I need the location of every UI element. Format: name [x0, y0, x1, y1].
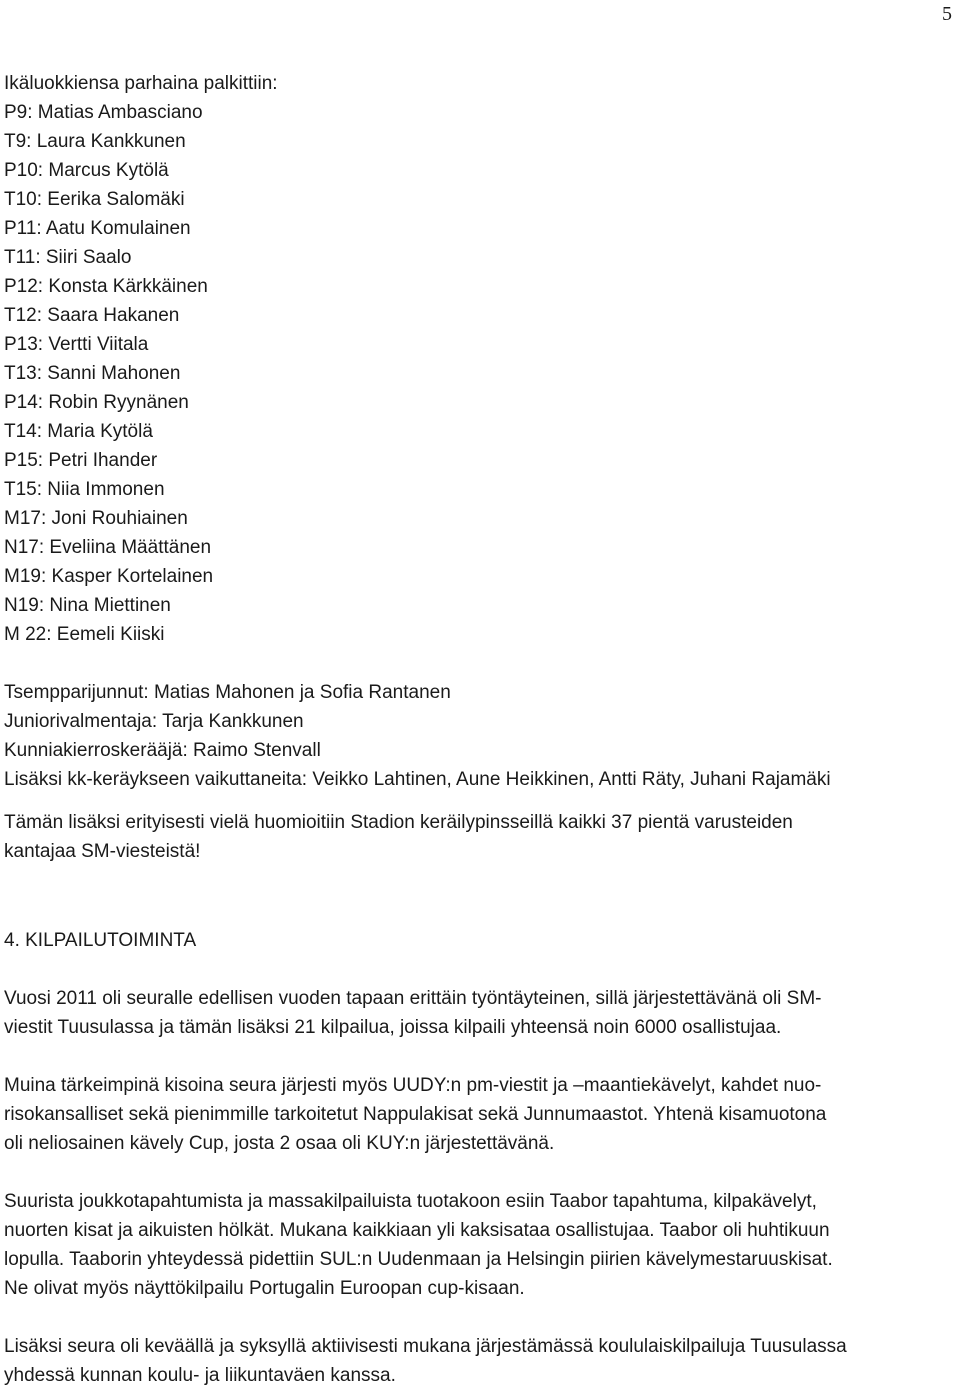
- awards-heading: Ikäluokkiensa parhaina palkittiin:: [4, 73, 278, 94]
- paragraph-line: Lisäksi seura oli keväällä ja syksyllä aktiivisesti mukana järjestämässä koululaiskilpailuja Tuusulassa: [4, 1336, 847, 1357]
- list-item: P10: Marcus Kytölä: [4, 160, 169, 181]
- special-line: Juniorivalmentaja: Tarja Kankkunen: [4, 711, 304, 732]
- list-item: P9: Matias Ambasciano: [4, 102, 203, 123]
- special-extra-line: kantajaa SM-viesteistä!: [4, 841, 201, 862]
- list-item: P14: Robin Ryynänen: [4, 392, 189, 413]
- paragraph: [4, 1071, 954, 1158]
- spacer: [4, 1158, 954, 1187]
- list-item: M17: Joni Rouhiainen: [4, 508, 188, 529]
- list-item: P13: Vertti Viitala: [4, 334, 149, 355]
- spacer: [4, 649, 954, 678]
- list-item: T14: Maria Kytölä: [4, 421, 153, 442]
- list-item: P12: Konsta Kärkkäinen: [4, 276, 208, 297]
- spacer: [4, 897, 954, 926]
- paragraph-line: viestit Tuusulassa ja tämän lisäksi 21 kilpailua, joissa kilpaili yhteensä noin 6000 osallistujaa.: [4, 1017, 782, 1038]
- list-item: M 22: Eemeli Kiiski: [4, 624, 165, 645]
- spacer: [4, 866, 954, 897]
- paragraph: [4, 984, 954, 1042]
- paragraph-line: yhdessä kunnan koulu- ja liikuntaväen kanssa.: [4, 1365, 396, 1386]
- spacer: [4, 1303, 954, 1332]
- spacer: [4, 955, 954, 984]
- paragraph-line: risokansalliset sekä pienimmille tarkoitetut Nappulakisat sekä Junnumaastot. Yhtenä kisamuotona: [4, 1104, 827, 1125]
- special-line: Lisäksi kk-keräykseen vaikuttaneita: Veikko Lahtinen, Aune Heikkinen, Antti Räty, Juhani Rajamäki: [4, 769, 831, 790]
- list-item: P11: Aatu Komulainen: [4, 218, 191, 239]
- paragraph-line: Vuosi 2011 oli seuralle edellisen vuoden tapaan erittäin työntäyteinen, sillä järjestettävänä oli SM-: [4, 988, 822, 1009]
- page-number: 5: [942, 3, 952, 25]
- special-line: Kunniakierroskerääjä: Raimo Stenvall: [4, 740, 321, 761]
- paragraph-line: Muina tärkeimpinä kisoina seura järjesti myös UUDY:n pm-viestit ja –maantiekävelyt, kahdet nuo-: [4, 1075, 822, 1096]
- spacer: [4, 794, 954, 808]
- list-item: T11: Siiri Saalo: [4, 247, 132, 268]
- special-mentions: [4, 678, 954, 794]
- list-item: T10: Eerika Salomäki: [4, 189, 185, 210]
- paragraph-line: Ne olivat myös näyttökilpailu Portugalin Euroopan cup-kisaan.: [4, 1278, 525, 1299]
- section-heading: 4. KILPAILUTOIMINTA: [4, 930, 197, 951]
- list-item: P15: Petri Ihander: [4, 450, 158, 471]
- paragraph-line: Suurista joukkotapahtumista ja massakilpailuista tuotakoon esiin Taabor tapahtuma, kilpakävelyt,: [4, 1191, 817, 1212]
- spacer: [4, 1042, 954, 1071]
- awards-list: [4, 69, 954, 649]
- list-item: T9: Laura Kankkunen: [4, 131, 186, 152]
- special-extra: [4, 808, 954, 866]
- paragraph: [4, 1187, 954, 1303]
- list-item: T12: Saara Hakanen: [4, 305, 180, 326]
- list-item: M19: Kasper Kortelainen: [4, 566, 214, 587]
- list-item: N19: Nina Miettinen: [4, 595, 171, 616]
- paragraph: [4, 1332, 954, 1390]
- document-body: [4, 69, 954, 1390]
- special-line: Tsempparijunnut: Matias Mahonen ja Sofia Rantanen: [4, 682, 451, 703]
- paragraph-line: lopulla. Taaborin yhteydessä pidettiin SUL:n Uudenmaan ja Helsingin piirien kävelymestaruuskisat.: [4, 1249, 833, 1270]
- paragraph-line: oli neliosainen kävely Cup, josta 2 osaa oli KUY:n järjestettävänä.: [4, 1133, 555, 1154]
- section-heading-block: [4, 926, 954, 955]
- list-item: T15: Niia Immonen: [4, 479, 165, 500]
- list-item: T13: Sanni Mahonen: [4, 363, 181, 384]
- list-item: N17: Eveliina Määttänen: [4, 537, 212, 558]
- special-extra-line: Tämän lisäksi erityisesti vielä huomioitiin Stadion keräilypinsseillä kaikki 37 pientä varusteiden: [4, 812, 793, 833]
- paragraph-line: nuorten kisat ja aikuisten hölkät. Mukana kaikkiaan yli kaksisataa osallistujaa. Taabor oli huhtikuun: [4, 1220, 830, 1241]
